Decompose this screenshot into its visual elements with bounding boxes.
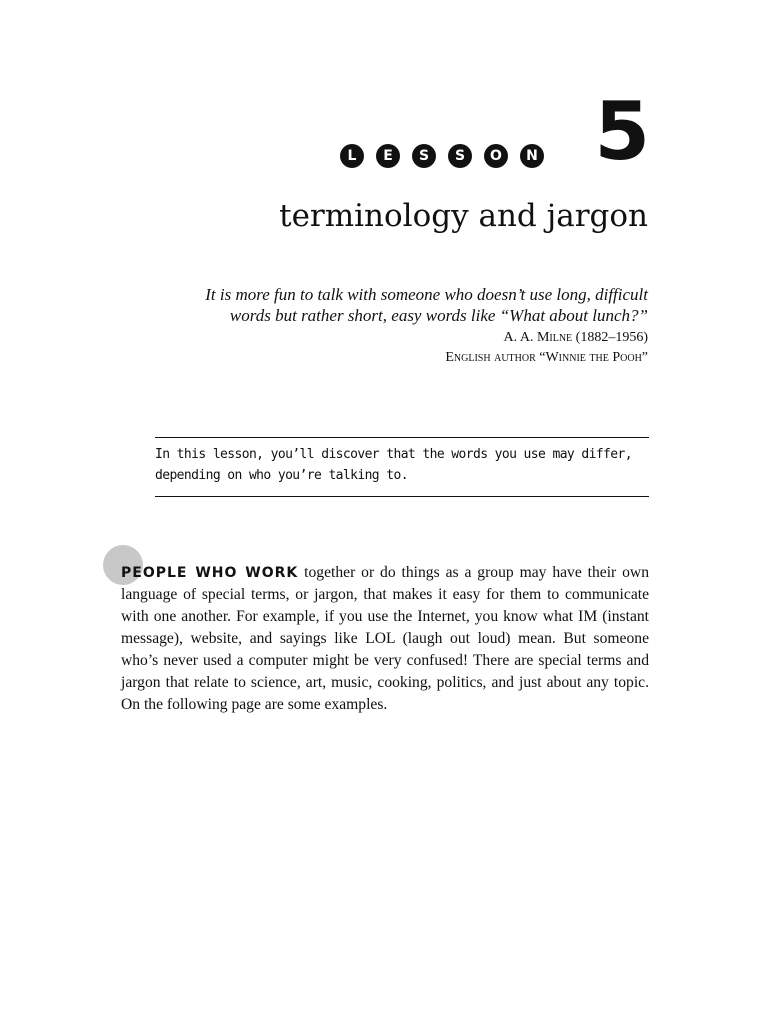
lead-in-text: PEOPLE WHO WORK [121, 565, 299, 581]
body-paragraph-text: together or do things as a group may have their own language of special terms, or jargon, that makes it easy for them to communicate with one another. For example, if you use the Internet, you know what IM (instant message), website, and sayings like LOL (laugh out loud) mean. But someone who’s never used a computer might be very confused! There are special terms and jargon that relate to science, art, music, cooking, politics, and just about any topic. On the following page are some examples. [121, 564, 649, 713]
lesson-letter-s2: S [448, 144, 472, 168]
lesson-intro: In this lesson, you’ll discover that the words you use may differ, depending on who you’re talking to. [155, 437, 649, 497]
epigraph [178, 284, 648, 368]
lesson-label [340, 144, 544, 168]
lesson-title: terminology and jargon [279, 198, 648, 234]
epigraph-author: A. A. Milne (1882–1956) [503, 330, 648, 345]
lesson-number: 5 [594, 85, 650, 178]
epigraph-author-description: English author “Winnie the Pooh” [445, 350, 648, 365]
lesson-letter-l: L [340, 144, 364, 168]
lesson-letter-e: E [376, 144, 400, 168]
body-paragraph [121, 562, 649, 716]
lesson-letter-o: O [484, 144, 508, 168]
lesson-letter-s1: S [412, 144, 436, 168]
epigraph-quote: It is more fun to talk with someone who doesn’t use long, difficult words but rather short, easy words like “What about lunch?” [205, 285, 648, 325]
lesson-letter-n: N [520, 144, 544, 168]
